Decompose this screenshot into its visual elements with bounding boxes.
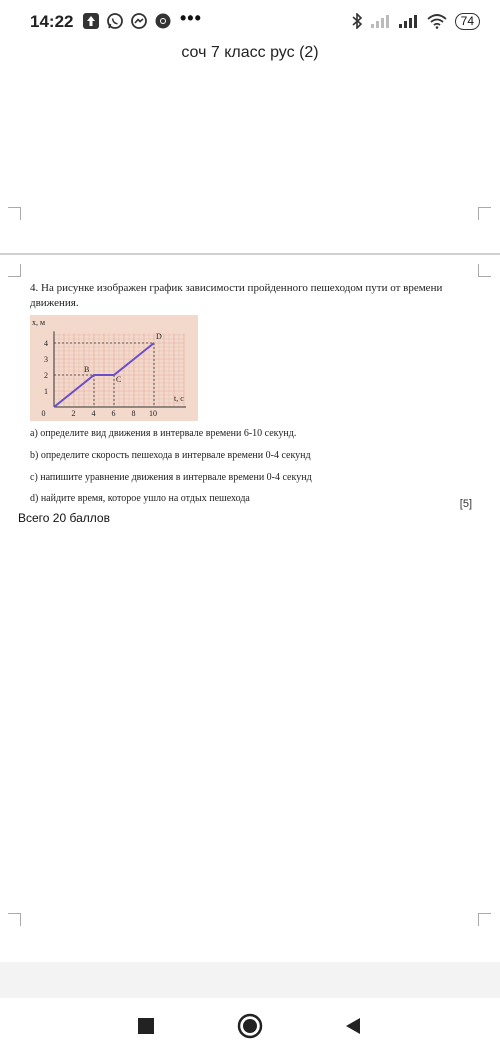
page-corner-mark bbox=[478, 264, 491, 277]
page-corner-mark bbox=[478, 913, 491, 926]
back-button[interactable] bbox=[338, 1011, 368, 1041]
recent-apps-button[interactable] bbox=[131, 1011, 161, 1041]
page-corner-mark bbox=[8, 913, 21, 926]
x-tick-label: 0 bbox=[41, 409, 46, 418]
point-label: C bbox=[116, 375, 122, 384]
messenger-icon bbox=[130, 12, 148, 30]
page-corner-mark bbox=[478, 207, 491, 220]
document-title: соч 7 класс рус (2) bbox=[181, 44, 319, 61]
page-corner-mark bbox=[8, 207, 21, 220]
point-label: B bbox=[84, 365, 90, 374]
y-tick-label: 1 bbox=[44, 387, 48, 396]
signal-icon bbox=[371, 14, 391, 28]
question-item-c: c) напишите уравнение движения в интервале времени 0-4 секунд bbox=[30, 472, 312, 483]
distance-time-chart bbox=[30, 315, 198, 421]
y-tick-label: 2 bbox=[44, 371, 48, 380]
wifi-icon bbox=[427, 14, 447, 29]
home-icon bbox=[237, 1013, 263, 1039]
x-axis-label: t, c bbox=[174, 394, 184, 403]
status-time: 14:22 bbox=[30, 12, 74, 31]
x-tick-label: 10 bbox=[149, 409, 157, 418]
x-tick-label: 6 bbox=[111, 409, 116, 418]
page-corner-mark bbox=[8, 264, 21, 277]
page-divider bbox=[0, 253, 500, 255]
home-button[interactable] bbox=[235, 1011, 265, 1041]
y-tick-label: 4 bbox=[44, 339, 48, 348]
upload-icon bbox=[82, 12, 100, 30]
question-text: 4. На рисунке изображен график зависимости пройденного пешеходом пути от времени движения. bbox=[30, 282, 443, 309]
question-item-a: a) определите вид движения в интервале времени 6-10 секунд. bbox=[30, 428, 297, 439]
question-marks: [5] bbox=[459, 498, 472, 510]
question-item-d: d) найдите время, которое ушло на отдых пешехода bbox=[30, 493, 250, 504]
point-label: D bbox=[156, 332, 162, 341]
status-right bbox=[351, 11, 480, 31]
bluetooth-icon bbox=[351, 13, 363, 29]
total-score: Всего 20 баллов bbox=[18, 511, 110, 525]
whatsapp-icon bbox=[106, 12, 124, 30]
signal-icon bbox=[399, 14, 419, 28]
x-tick-label: 8 bbox=[131, 409, 136, 418]
chrome-icon bbox=[154, 12, 172, 30]
more-notifications-icon: ••• bbox=[180, 8, 202, 28]
x-tick-label: 2 bbox=[71, 409, 76, 418]
y-tick-label: 3 bbox=[44, 355, 48, 364]
question-item-b: b) определите скорость пешехода в интервале времени 0-4 секунд bbox=[30, 450, 311, 461]
status-bar bbox=[0, 0, 500, 40]
y-axis-label: x, м bbox=[32, 318, 46, 327]
back-icon bbox=[344, 1017, 362, 1035]
x-tick-label: 4 bbox=[91, 409, 96, 418]
recent-apps-icon bbox=[138, 1018, 154, 1034]
battery-icon: 74 bbox=[455, 13, 480, 30]
chart-svg bbox=[30, 315, 198, 421]
navigation-bar bbox=[0, 998, 500, 1056]
document-bottom-area bbox=[0, 962, 500, 998]
